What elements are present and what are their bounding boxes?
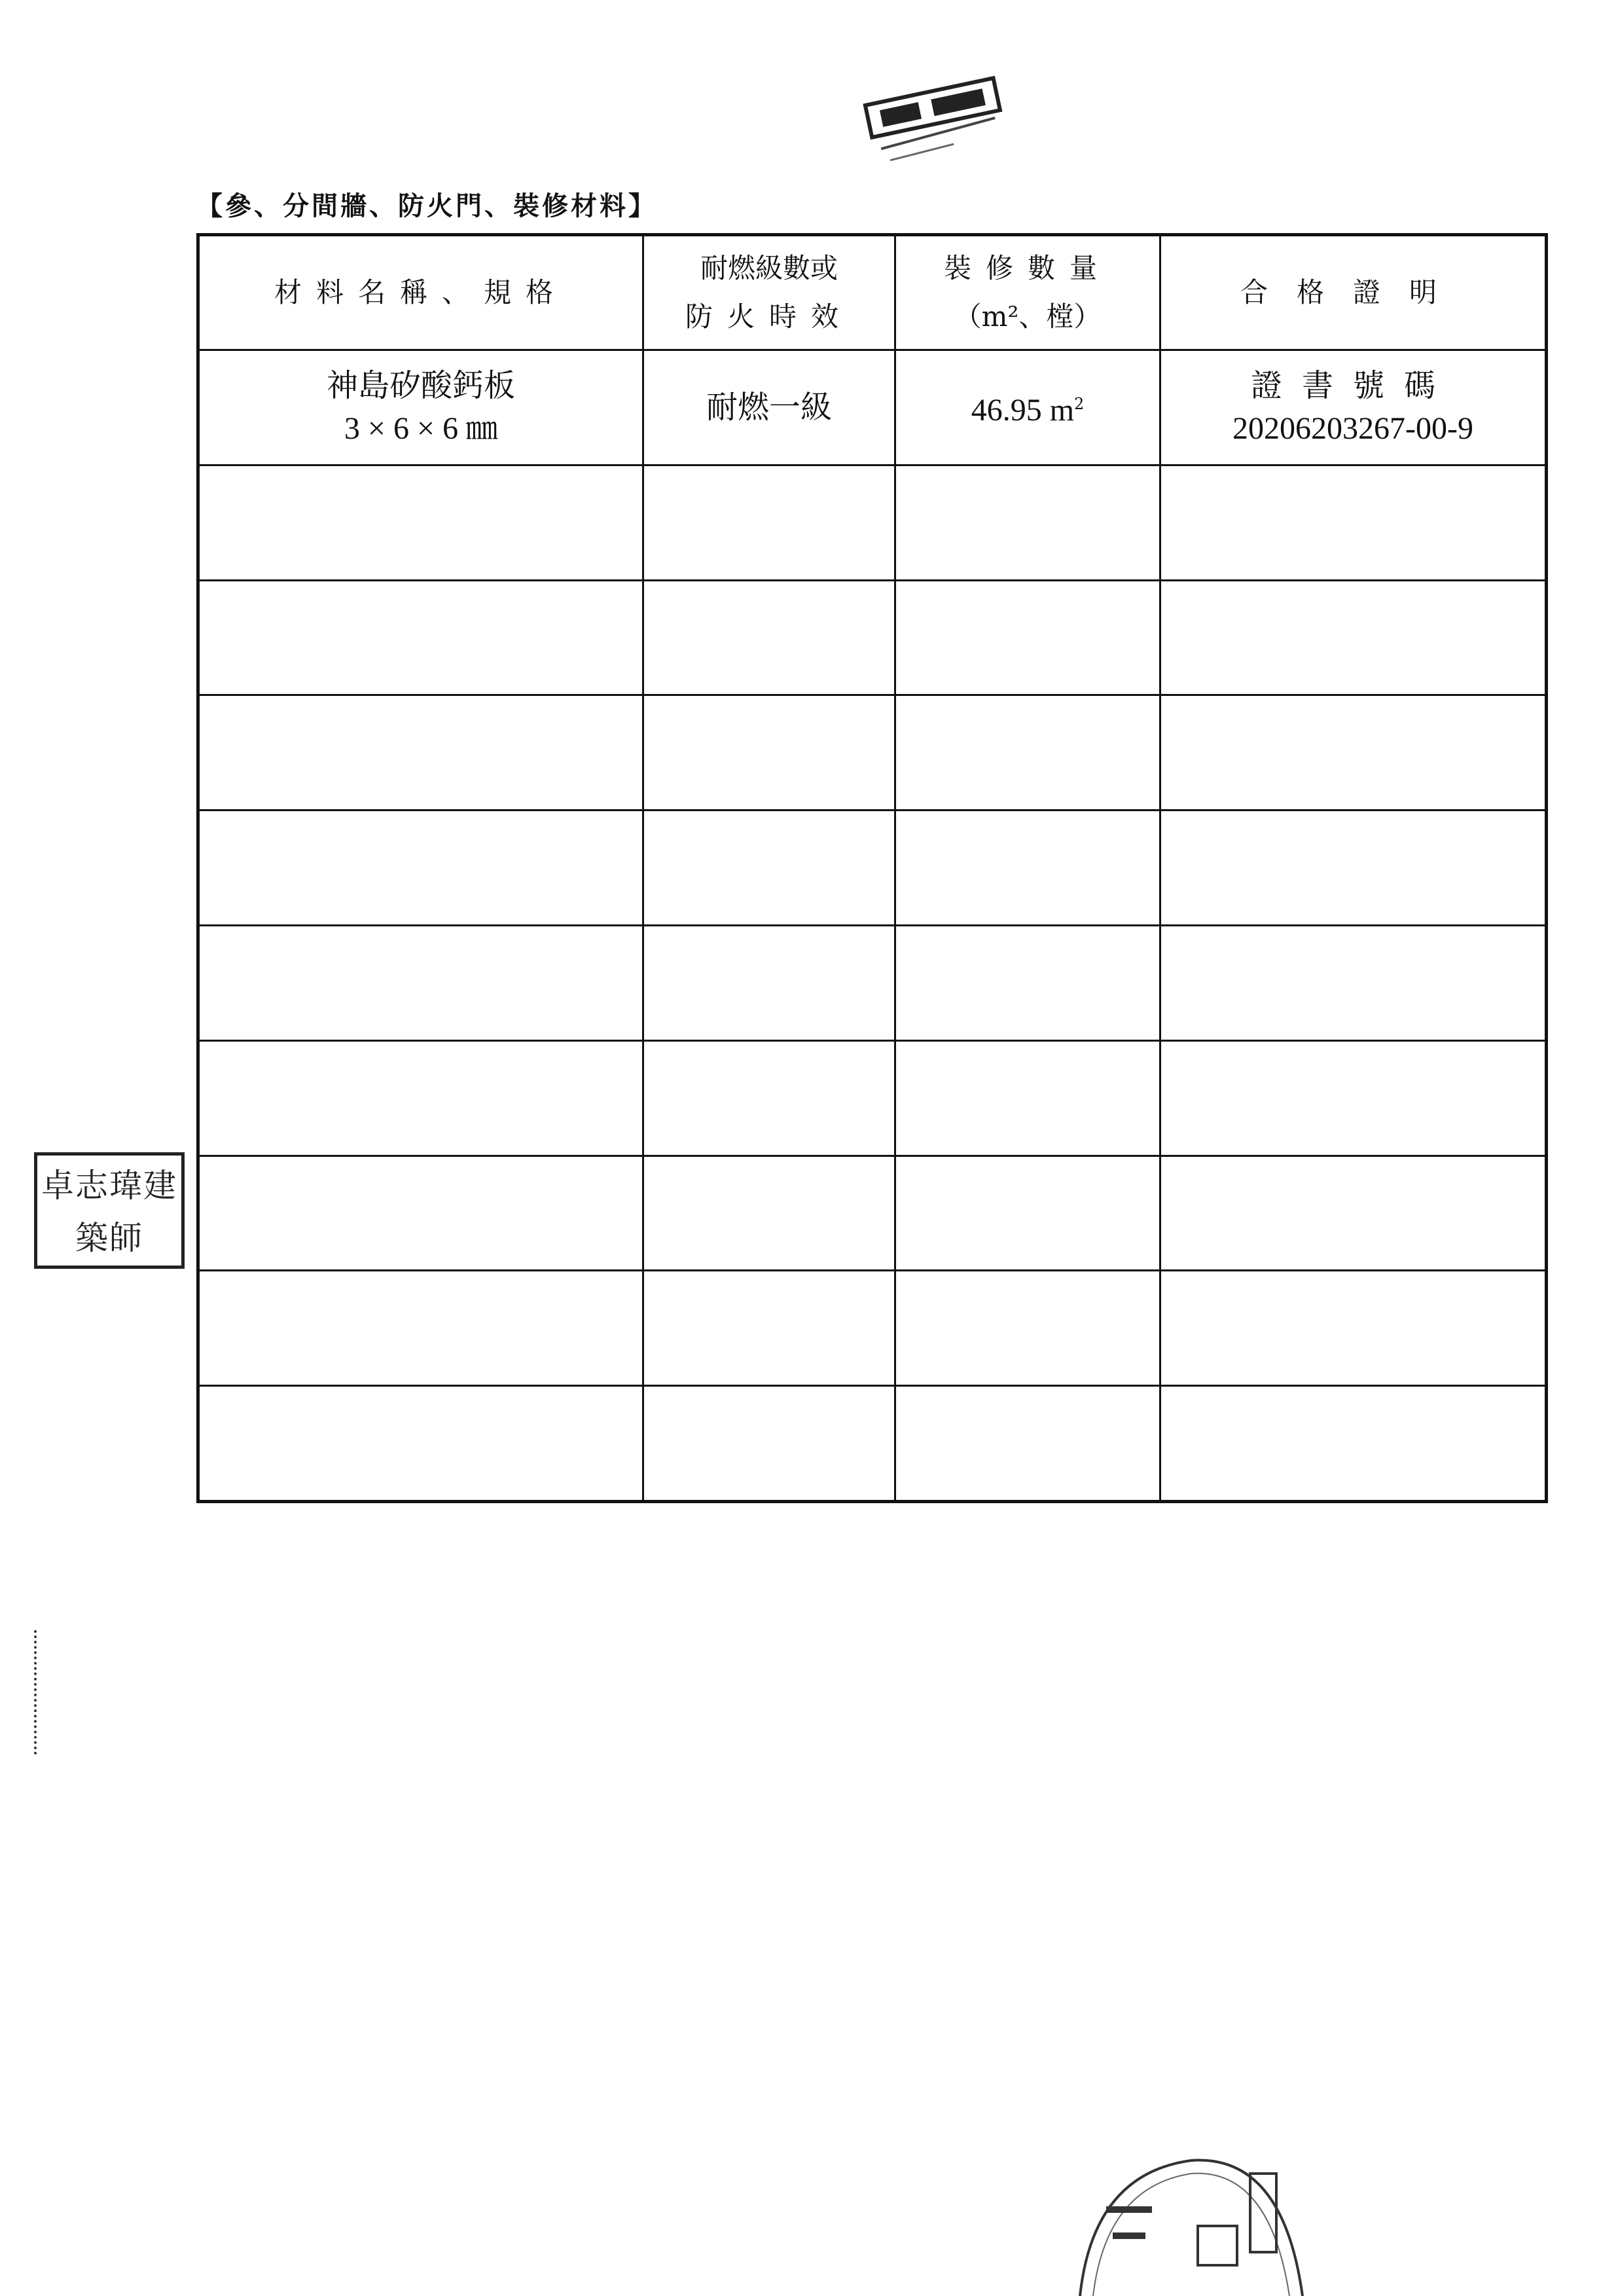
cell-certificate [1160, 350, 1547, 465]
fire-grade: 耐燃一級 [706, 389, 832, 426]
table-row [198, 695, 1547, 811]
header-quantity [895, 235, 1160, 350]
certificate-number: 20206203267-00-9 [1232, 411, 1473, 446]
header-quantity-line1: 裝修數量 [943, 252, 1111, 284]
cell-quantity [895, 350, 1160, 465]
table-row [198, 1040, 1547, 1156]
header-quantity-line2: （m²、樘） [954, 301, 1102, 333]
quantity-unit-superscript: 2 [1074, 395, 1085, 414]
table-row [198, 811, 1547, 926]
architect-seal-text: 卓志瑋建築師 [41, 1167, 177, 1257]
received-stamp-mark [857, 69, 1021, 177]
section-title: 【參、分間牆、防火門、裝修材料】 [196, 191, 657, 221]
materials-table [196, 233, 1548, 1503]
cell-fire-grade [643, 350, 895, 465]
table-row [198, 1156, 1547, 1271]
material-name: 神島矽酸鈣板 [326, 367, 515, 405]
table-row [198, 925, 1547, 1040]
table-row [198, 580, 1547, 695]
architect-seal [34, 1152, 185, 1269]
header-fire-grade-line1: 耐燃級數或 [700, 252, 838, 284]
cell-material-name [198, 350, 643, 465]
round-stamp-mark [1067, 2147, 1316, 2296]
quantity-value: 46.95 m [971, 393, 1075, 428]
table-row [198, 1386, 1547, 1502]
scan-edge-marks [34, 1630, 43, 1755]
material-spec: 3 × 6 × 6 ㎜ [344, 411, 498, 446]
header-fire-grade-line2: 防火時效 [685, 301, 853, 333]
table-row [198, 465, 1547, 580]
header-fire-grade [643, 235, 895, 350]
table-header-row [198, 235, 1547, 350]
table-row [198, 350, 1547, 465]
table-row [198, 1271, 1547, 1386]
header-certificate: 合格證明 [1160, 235, 1547, 350]
header-material-name: 材料名稱、規格 [198, 235, 643, 350]
certificate-label: 證書號碼 [1250, 367, 1455, 405]
